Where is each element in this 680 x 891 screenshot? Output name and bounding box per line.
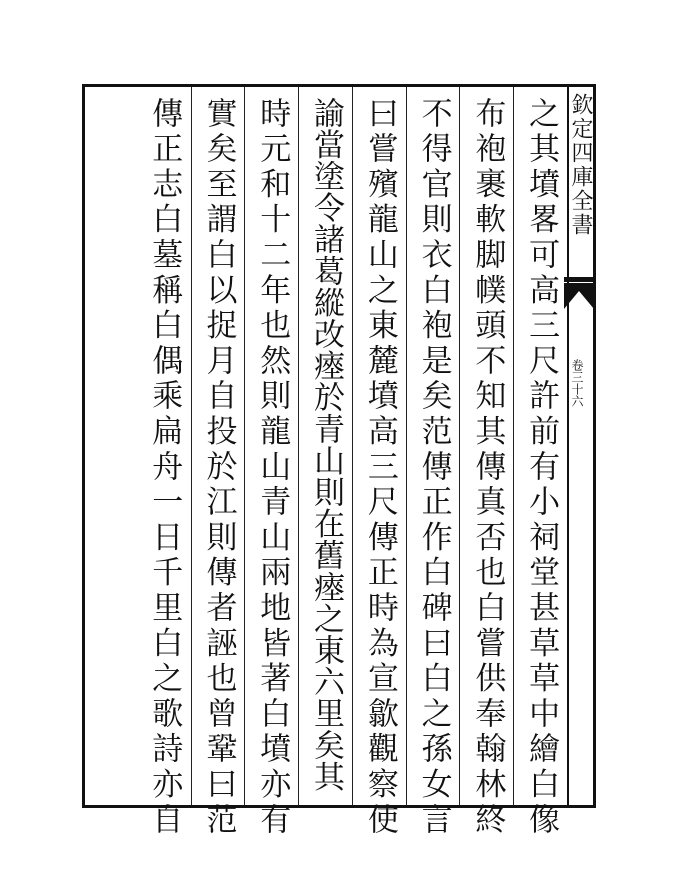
column-text: 不得官則衣白袍是矣范傳正作白碑曰白之孫女言	[415, 97, 452, 839]
text-column-8	[137, 87, 191, 839]
column-text: 傳正志白墓稱白偶乘扁舟一日千里白之歌詩亦自	[146, 97, 183, 839]
column-text: 曰嘗殯龍山之東麓墳高三尺傳正時為宣歙觀察使	[361, 97, 398, 839]
text-column-5	[298, 87, 352, 805]
column-text: 之其墳畧可高三尺許前有小祠堂甚草草中繪白像	[523, 97, 560, 839]
column-text: 時元和十二年也然則龍山青山兩地皆著白墳亦有	[254, 97, 291, 839]
column-text: 實矣至謂白以捉月自投於江則傳者誣也曾鞏曰范	[200, 97, 237, 839]
text-column-3	[406, 87, 460, 839]
fish-tail-mark-icon	[564, 275, 594, 311]
page-frame	[82, 84, 596, 839]
volume-label: 卷三十六	[570, 359, 584, 407]
text-column-1	[513, 87, 567, 839]
book-title: 欽定四庫全書	[568, 93, 593, 237]
center-margin-strip	[566, 87, 593, 805]
column-text: 諭當塗令諸葛縱改瘞於青山則在舊瘞之東六里矣其	[308, 97, 345, 793]
text-column-2	[459, 87, 513, 839]
text-column-6	[244, 87, 298, 839]
text-column-4	[352, 87, 406, 839]
text-area	[85, 87, 569, 839]
text-column-7	[191, 87, 245, 839]
column-text: 布袍裹軟脚幞頭不知其傳真否也白嘗供奉翰林終	[469, 97, 506, 839]
